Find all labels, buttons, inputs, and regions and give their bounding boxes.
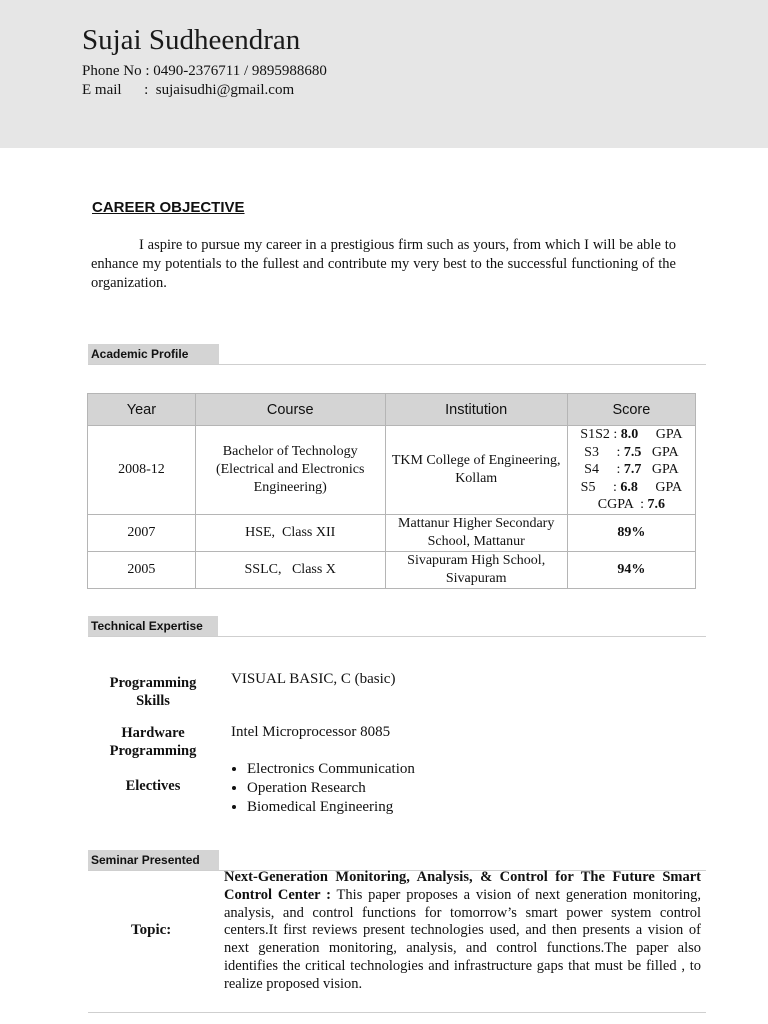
hardware-programming-value: Intel Microprocessor 8085: [231, 724, 391, 740]
year-cell: 2005: [88, 551, 196, 588]
course-cell: HSE, Class XII: [195, 514, 385, 551]
year-cell: 2007: [88, 514, 196, 551]
institution-cell: Mattanur Higher Secondary School, Mattanur: [385, 514, 567, 551]
career-objective-heading: CAREER OBJECTIVE: [92, 199, 245, 216]
score-unit: GPA: [637, 479, 683, 495]
academic-table-header-row: [88, 394, 696, 426]
seminar-topic-title: Next-Generation Monitoring, Analysis, & Control for The Future Smart Control Center :: [224, 869, 701, 903]
score-cell: 89%: [567, 514, 695, 551]
academic-table: [87, 393, 696, 589]
technical-expertise-heading: Technical Expertise: [88, 616, 218, 636]
academic-profile-heading: Academic Profile: [88, 344, 219, 364]
score-label: S1S2 :: [580, 427, 621, 442]
institution-cell: Sivapuram High School, Sivapuram: [385, 551, 567, 588]
course-cell: Bachelor of Technology (Electrical and Electronics Engineering): [195, 426, 385, 515]
academic-profile-section-header: [88, 344, 706, 365]
seminar-heading: Seminar Presented: [88, 850, 219, 870]
score-line: [572, 479, 691, 497]
score-value: 8.0: [620, 427, 639, 442]
programming-skills-label: Programming Skills: [109, 675, 197, 709]
seminar-description: [224, 869, 701, 994]
technical-expertise-section-header: [88, 616, 706, 637]
electives-label: Electives: [125, 778, 181, 794]
career-objective-text: I aspire to pursue my career in a prestigious firm such as yours, from which I will be able to enhance my potentials to the fullest and contribute my very best to the successful functioning of the organization.: [91, 237, 676, 291]
candidate-name: Sujai Sudheendran: [82, 24, 301, 56]
seminar-topic-text: This paper proposes a vision of next generation monitoring, analysis, and control functions for tomorrow’s smart power system control centers.It first reviews present technologies used, and then presents a vision of next generation monitoring, analysis, and control functions.The paper also identifies the critical technologies and infrastructure gaps that must be filled , to realize proposed vision.: [224, 886, 701, 992]
seminar-section-header: [88, 850, 706, 871]
score-line: [572, 426, 691, 444]
score-line: [572, 496, 691, 514]
table-row: [88, 426, 696, 515]
score-value: 6.8: [620, 479, 638, 495]
list-item: • Electronics Communication: [247, 760, 415, 779]
score-cell: [567, 426, 695, 515]
column-header-institution: Institution: [385, 394, 567, 426]
programming-skills-value: VISUAL BASIC, C (basic): [231, 671, 396, 687]
score-label: S3 :: [584, 444, 624, 460]
column-header-score: Score: [567, 394, 695, 426]
score-label: S4 :: [584, 462, 624, 477]
score-value: 7.6: [647, 497, 665, 512]
hardware-programming-label: Hardware Programming: [109, 725, 197, 759]
score-cell: 94%: [567, 551, 695, 588]
table-row: [88, 514, 696, 551]
list-item: • Biomedical Engineering: [247, 798, 415, 817]
topic-label: Topic:: [131, 922, 172, 938]
score-line: [572, 444, 691, 462]
score-unit: GPA: [641, 462, 679, 477]
electives-list: [231, 760, 415, 817]
list-item: • Operation Research: [247, 779, 415, 798]
score-unit: GPA: [641, 444, 679, 460]
table-row: [88, 551, 696, 588]
phone-line: Phone No : 0490-2376711 / 9895988680: [82, 63, 327, 79]
column-header-course: Course: [195, 394, 385, 426]
column-header-year: Year: [88, 394, 196, 426]
email-line: E mail : sujaisudhi@gmail.com: [82, 82, 295, 98]
institution-cell: TKM College of Engineering, Kollam: [385, 426, 567, 515]
score-unit: GPA: [638, 427, 683, 442]
score-value: 7.5: [623, 444, 642, 460]
score-label: CGPA :: [597, 497, 648, 512]
year-cell: 2008-12: [88, 426, 196, 515]
score-value: 7.7: [623, 462, 642, 477]
course-cell: SSLC, Class X: [195, 551, 385, 588]
score-line: [572, 461, 691, 479]
bottom-divider: [88, 1012, 706, 1013]
resume-header: [0, 0, 768, 148]
score-label: S5 :: [580, 479, 621, 495]
